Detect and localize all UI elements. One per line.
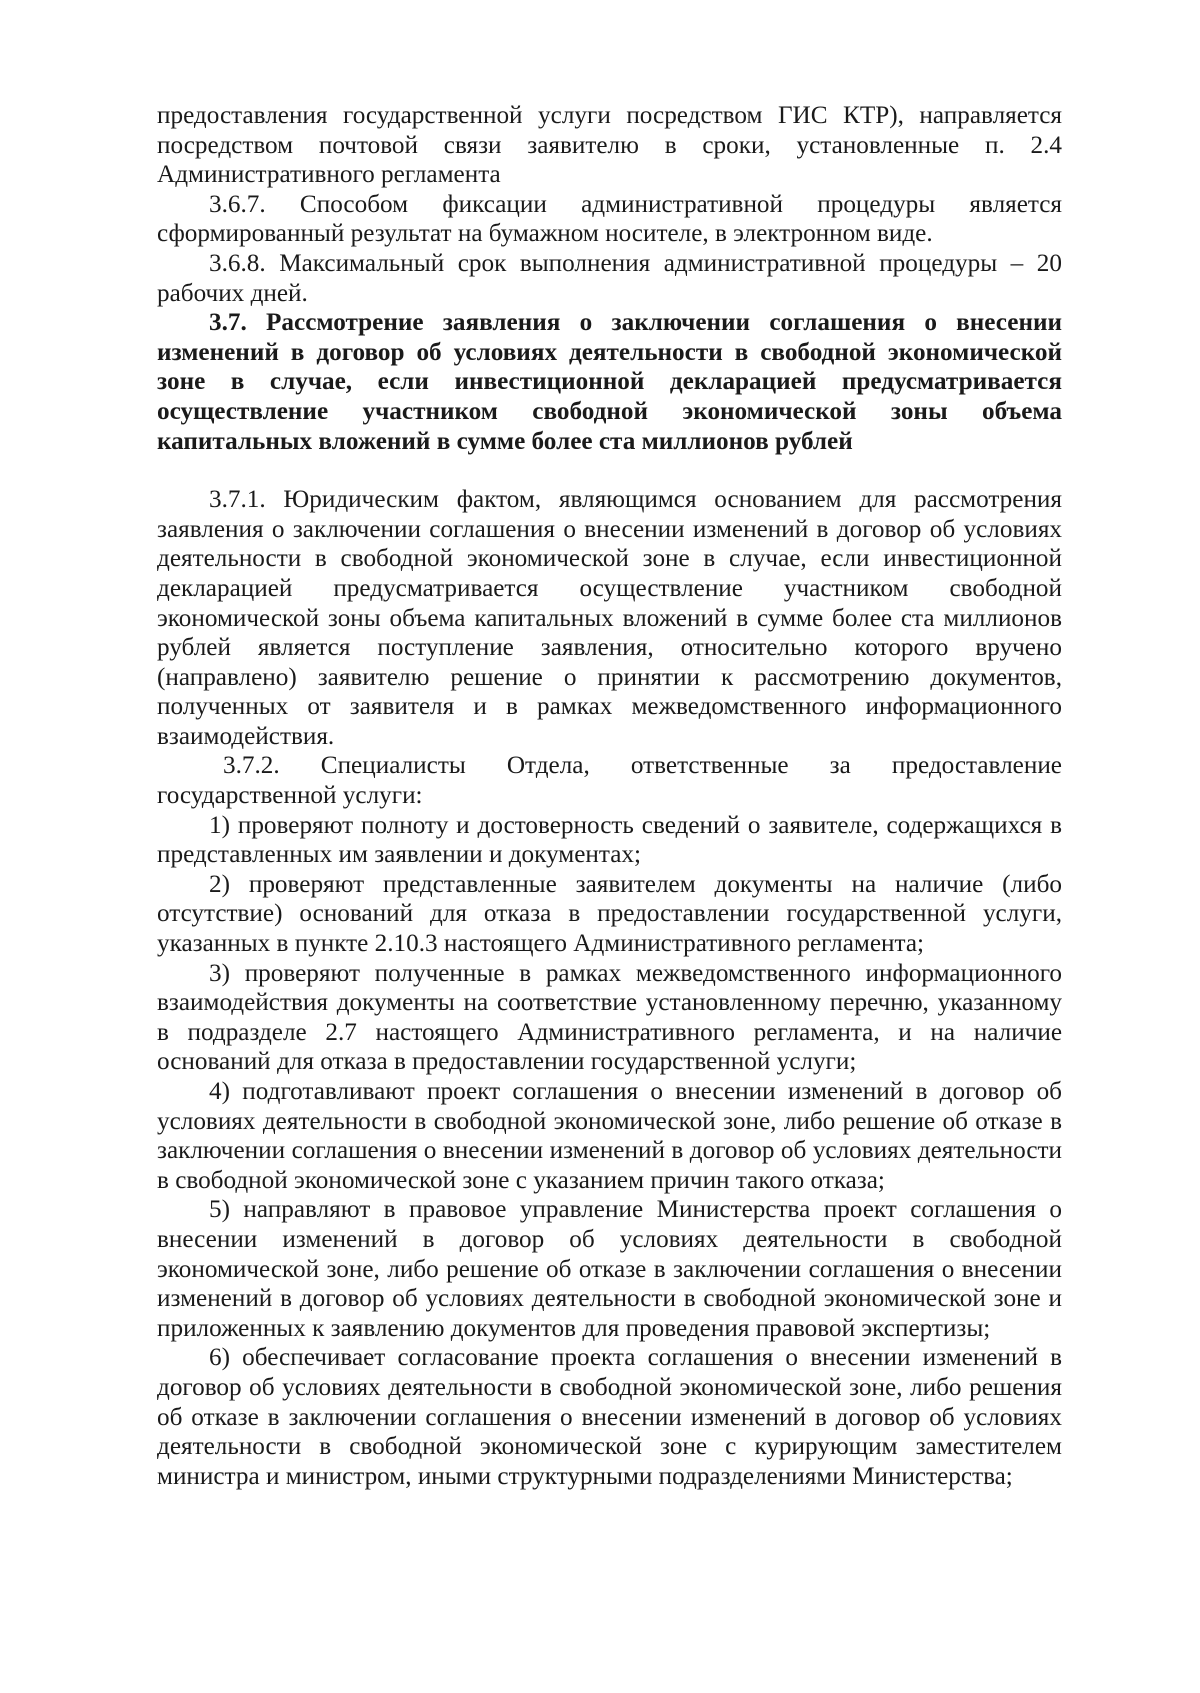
list-item-1: 1) проверяют полноту и достоверность сведений о заявителе, содержащихся в представленных им заявлении и документах; [157, 811, 1062, 869]
paragraph-continuation: предоставления государственной услуги посредством ГИС КТР), направляется посредством почтовой связи заявителю в сроки, установленные п. 2.4 Административного регламента [157, 102, 1062, 189]
list-item-4: 4) подготавливают проект соглашения о внесении изменений в договор об условиях деятельности в свободной экономической зоне, либо решение об отказе в заключении соглашения о внесении изменений в договор об условиях деятельности в свободной экономической зоне с указанием причин такого отказа; [157, 1078, 1062, 1194]
list-item-5: 5) направляют в правовое управление Министерства проект соглашения о внесении изменений в договор об условиях деятельности в свободной экономической зоне, либо решение об отказе в заключении соглашения о внесении изменений в договор об условиях деятельности в свободной экономической зоне и приложенных к заявлению документов для проведения правовой экспертизы; [157, 1196, 1062, 1342]
document-body [157, 101, 1062, 1491]
paragraph-3-6-7: 3.6.7. Способом фиксации административной процедуры является сформированный результат на бумажном носителе, в электронном виде. [157, 190, 1062, 248]
paragraph-3-7-2: 3.7.2. Специалисты Отдела, ответственные за предоставление государственной услуги: [157, 752, 1062, 810]
list-item-3: 3) проверяют полученные в рамках межведомственного информационного взаимодействия документы на соответствие установленному перечню, указанному в подразделе 2.7 настоящего Административного регламента, и на наличие оснований для отказа в предоставлении государственной услуги; [157, 959, 1062, 1076]
list-item-2: 2) проверяют представленные заявителем документы на наличие (либо отсутствие) оснований для отказа в предоставлении государственной услуги, указанных в пункте 2.10.3 настоящего Административного регламента; [157, 870, 1062, 958]
paragraph-3-6-8: 3.6.8. Максимальный срок выполнения административной процедуры – 20 рабочих дней. [157, 249, 1062, 307]
paragraph-3-7-1: 3.7.1. Юридическим фактом, являющимся основанием для рассмотрения заявления о заключении соглашения о внесении изменений в договор об условиях деятельности в свободной экономической зоне в случае, если инвестиционной декларацией предусматривается осуществление участником свободной экономической зоны объема капитальных вложений в сумме более ста миллионов рублей является поступление заявления, относительно которого вручено (направлено) заявителю решение о принятии к рассмотрению документов, полученных от заявителя и в рамках межведомственного информационного взаимодействия. [157, 486, 1062, 750]
list-item-6: 6) обеспечивает согласование проекта соглашения о внесении изменений в договор об условиях деятельности в свободной экономической зоне, либо решения об отказе в заключении соглашения о внесении изменений в договор об условиях деятельности в свободной экономической зоне с курирующим заместителем министра и министром, иными структурными подразделениями Министерства; [157, 1344, 1062, 1490]
section-heading-3-7: 3.7. Рассмотрение заявления о заключении соглашения о внесении изменений в договор об условиях деятельности в свободной экономической зоне в случае, если инвестиционной декларацией предусматривается осуществление участником свободной экономической зоны объема капитальных вложений в сумме более ста миллионов рублей [157, 309, 1062, 455]
